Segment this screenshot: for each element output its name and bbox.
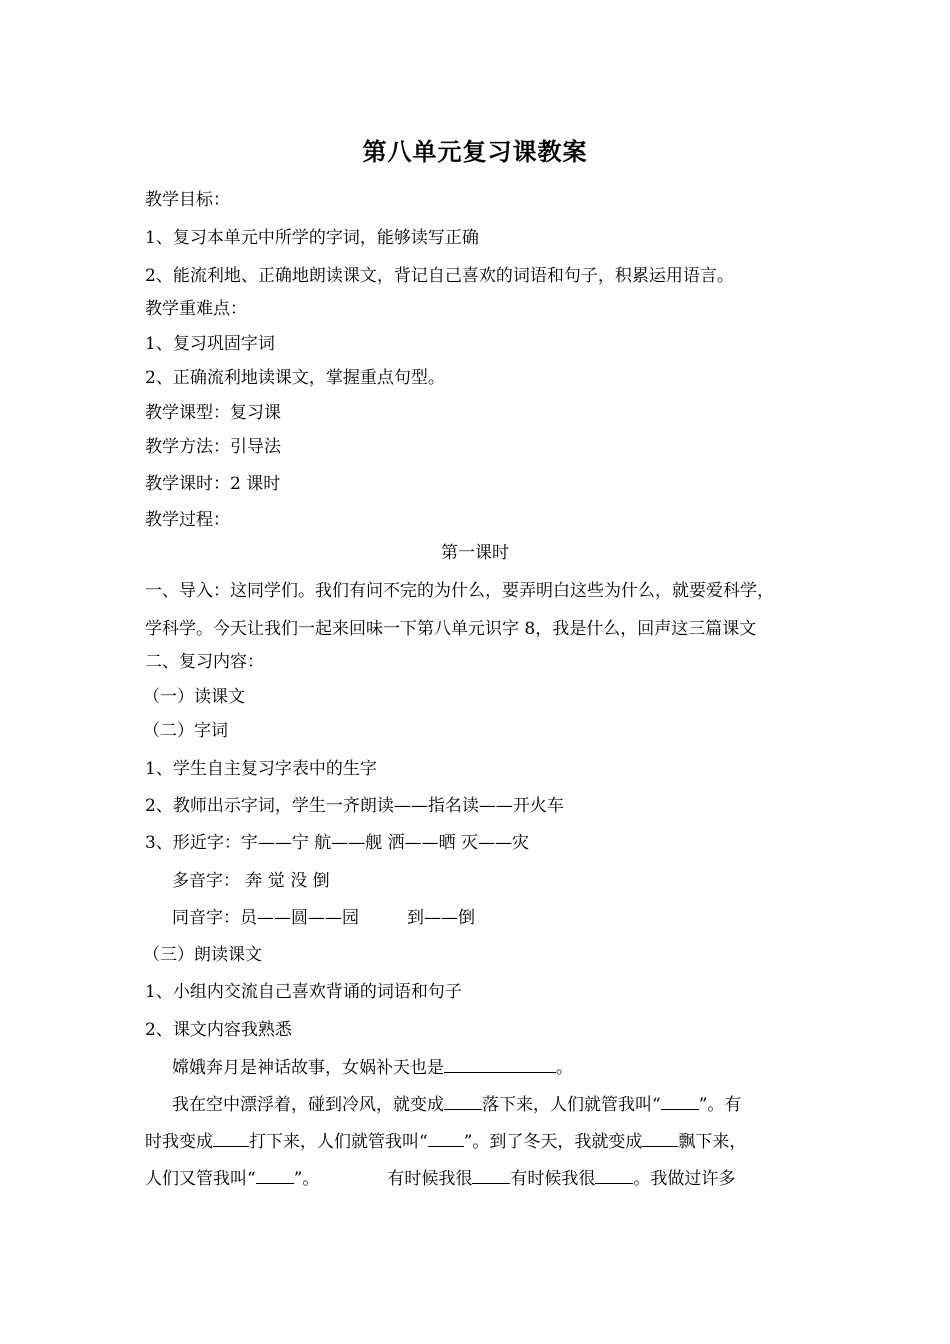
words-item-3: 3、形近字：宇——宁 航——舰 洒——晒 灭——灾 [145,833,530,853]
blank-line [444,1054,556,1073]
fill-text: 嫦娥奔月是神话故事，女娲补天也是 [172,1058,444,1078]
section-read-text: （一）读课文 [143,687,245,707]
intro-line-2: 学科学。今天让我们一起来回味一下第八单元识字 8，我是什么，回声这三篇课文 [145,619,757,639]
blank-line [661,1091,699,1110]
fill-line-3 [145,1128,746,1154]
blank-line [595,1165,633,1184]
fill-text: ”。 [293,1169,320,1189]
blank-line [256,1165,294,1184]
process-heading: 教学过程： [145,510,230,530]
objective-1: 1、复习本单元中所学的字词，能够读写正确 [145,228,479,248]
fill-text: 打下来，人们就管我叫“ [249,1132,428,1152]
fill-text: 有时候我很 [387,1169,473,1189]
homophones-a: 同音字：员——圆——园 [172,908,359,928]
lesson-periods: 教学课时：2 课时 [145,474,281,494]
intro-line-1: 一、导入：这同学们。我们有问不完的为什么，要弄明白这些为什么，就要爱科学， [145,581,774,601]
fill-text: 人们又管我叫“ [145,1169,256,1189]
key-points-heading: 教学重难点： [145,299,247,319]
fill-line-1 [172,1054,573,1080]
fill-text: 时我变成 [145,1132,213,1152]
reading-item-2: 2、课文内容我熟悉 [145,1020,292,1040]
key-point-2: 2、正确流利地读课文，掌握重点句型。 [145,368,445,388]
fill-text: 我在空中漂浮着，碰到冷风，就变成 [172,1095,444,1115]
key-point-1: 1、复习巩固字词 [145,334,275,354]
fill-text: 落下来，人们就管我叫“ [482,1095,661,1115]
document-title: 第八单元复习课教案 [362,137,588,166]
fill-text: 有时候我很 [510,1169,596,1189]
fill-line-2 [172,1091,741,1117]
section-words: （二）字词 [143,721,228,741]
fill-line-4 [145,1165,735,1191]
fill-text: 飘下来， [678,1132,747,1152]
lesson-type: 教学课型：复习课 [145,403,281,423]
reading-item-1: 1、小组内交流自己喜欢背诵的词语和句子 [145,982,462,1002]
objective-2: 2、能流利地、正确地朗读课文，背记自己喜欢的词语和句子，积累运用语言。 [145,266,734,286]
period-title: 第一课时 [441,543,509,563]
blank-line [428,1128,464,1147]
words-item-2: 2、教师出示字词，学生一齐朗读——指名读——开火车 [145,796,564,816]
blank-line [444,1091,482,1110]
blank-line [642,1128,678,1147]
homophones [172,906,475,930]
objectives-heading: 教学目标： [145,190,230,210]
blank-line [472,1165,510,1184]
fill-text: 。我做过许多 [633,1169,736,1189]
fill-text: 。 [556,1058,573,1078]
words-item-1: 1、学生自主复习字表中的生字 [145,759,377,779]
polyphones: 多音字： 奔 觉 没 倒 [172,871,330,891]
homophones-b: 到——倒 [407,908,475,928]
fill-text: ”。有 [698,1095,742,1115]
teaching-method: 教学方法：引导法 [145,437,281,457]
fill-text: ”。到了冬天，我就变成 [463,1132,643,1152]
blank-line [213,1128,249,1147]
review-heading: 二、复习内容： [145,652,264,672]
section-reading-aloud: （三）朗读课文 [143,945,262,965]
